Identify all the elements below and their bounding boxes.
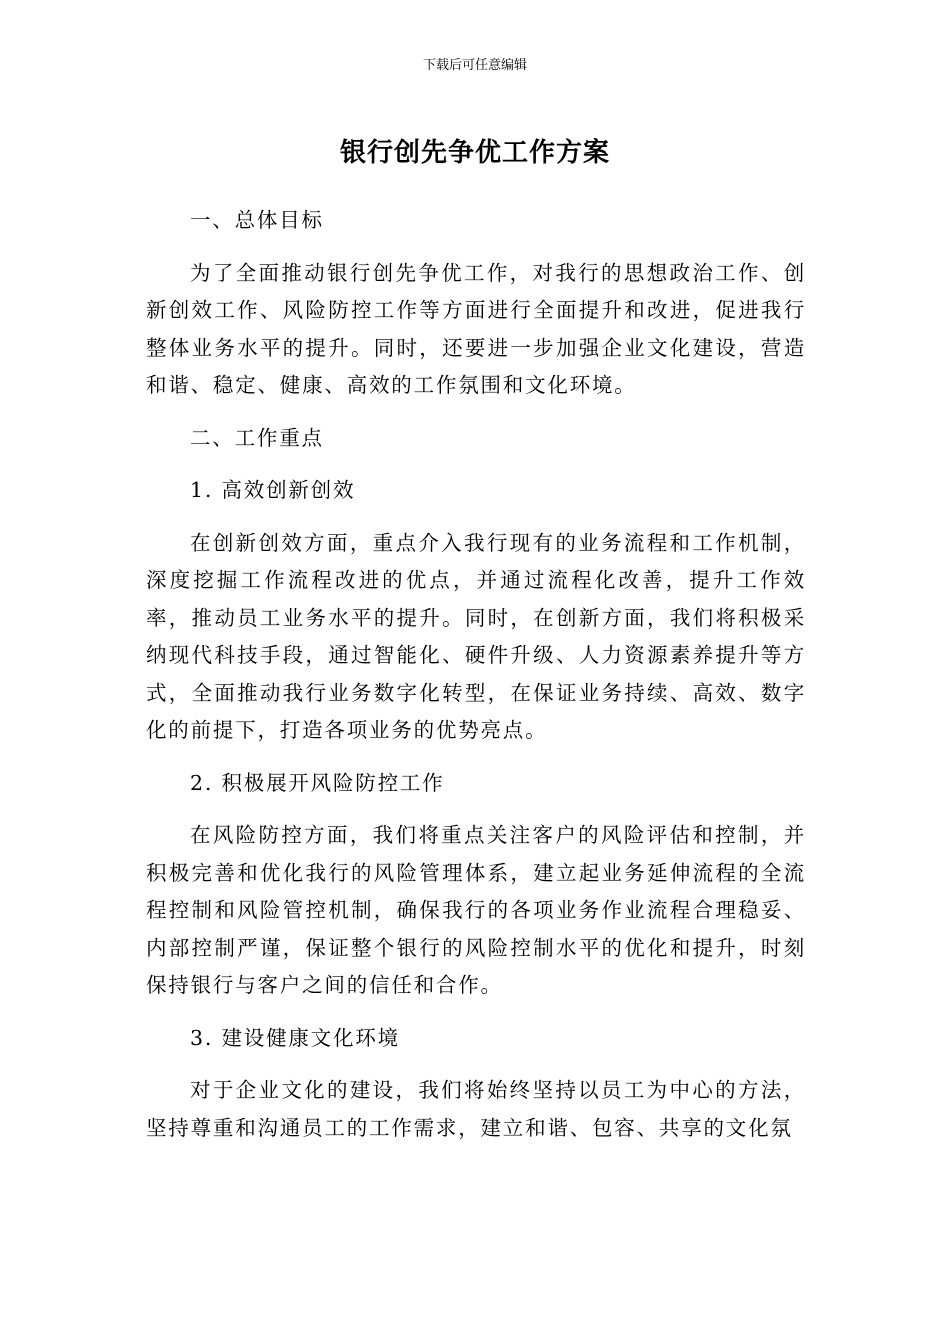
paragraph-innovation: 在创新创效方面，重点介入我行现有的业务流程和工作机制，深度挖掘工作流程改进的优点，并通过流程化改善，提升工作效率，推动员工业务水平的提升。同时，在创新方面，我们将积极采纳现代科技手段，通过智能化、硬件升级、人力资源素养提升等方式，全面推动我行业务数字化转型，在保证业务持续、高效、数字化的前提下，打造各项业务的优势亮点。 [146, 530, 806, 742]
subheading-innovation: 1. 高效创新创效 [190, 478, 356, 502]
subheading-risk-control: 2. 积极展开风险防控工作 [190, 770, 445, 795]
section-heading-overall-goal: 一、总体目标 [190, 208, 324, 232]
document-title: 银行创先争优工作方案 [339, 138, 610, 168]
document-body [146, 202, 806, 1147]
header-note: 下载后可任意编辑 [422, 58, 527, 73]
paragraph-culture: 对于企业文化的建设，我们将始终坚持以员工为中心的方法，坚持尊重和沟通员工的工作需求，建立和谐、包容、共享的文化氛 [146, 1078, 806, 1140]
section-heading-work-focus: 二、工作重点 [190, 425, 324, 450]
subheading-culture: 3. 建设健康文化环境 [190, 1025, 400, 1050]
paragraph-risk-control: 在风险防控方面，我们将重点关注客户的风险评估和控制，并积极完善和优化我行的风险管理体系，建立起业务延伸流程的全流程控制和风险管控机制，确保我行的各项业务作业流程合理稳妥、内部控制严谨，保证整个银行的风险控制水平的优化和提升，时刻保持银行与客户之间的信任和合作。 [146, 823, 806, 997]
paragraph-overall-goal: 为了全面推动银行创先争优工作，对我行的思想政治工作、创新创效工作、风险防控工作等方面进行全面提升和改进，促进我行整体业务水平的提升。同时，还要进一步加强企业文化建设，营造和谐、稳定、健康、高效的工作氛围和文化环境。 [146, 260, 806, 397]
